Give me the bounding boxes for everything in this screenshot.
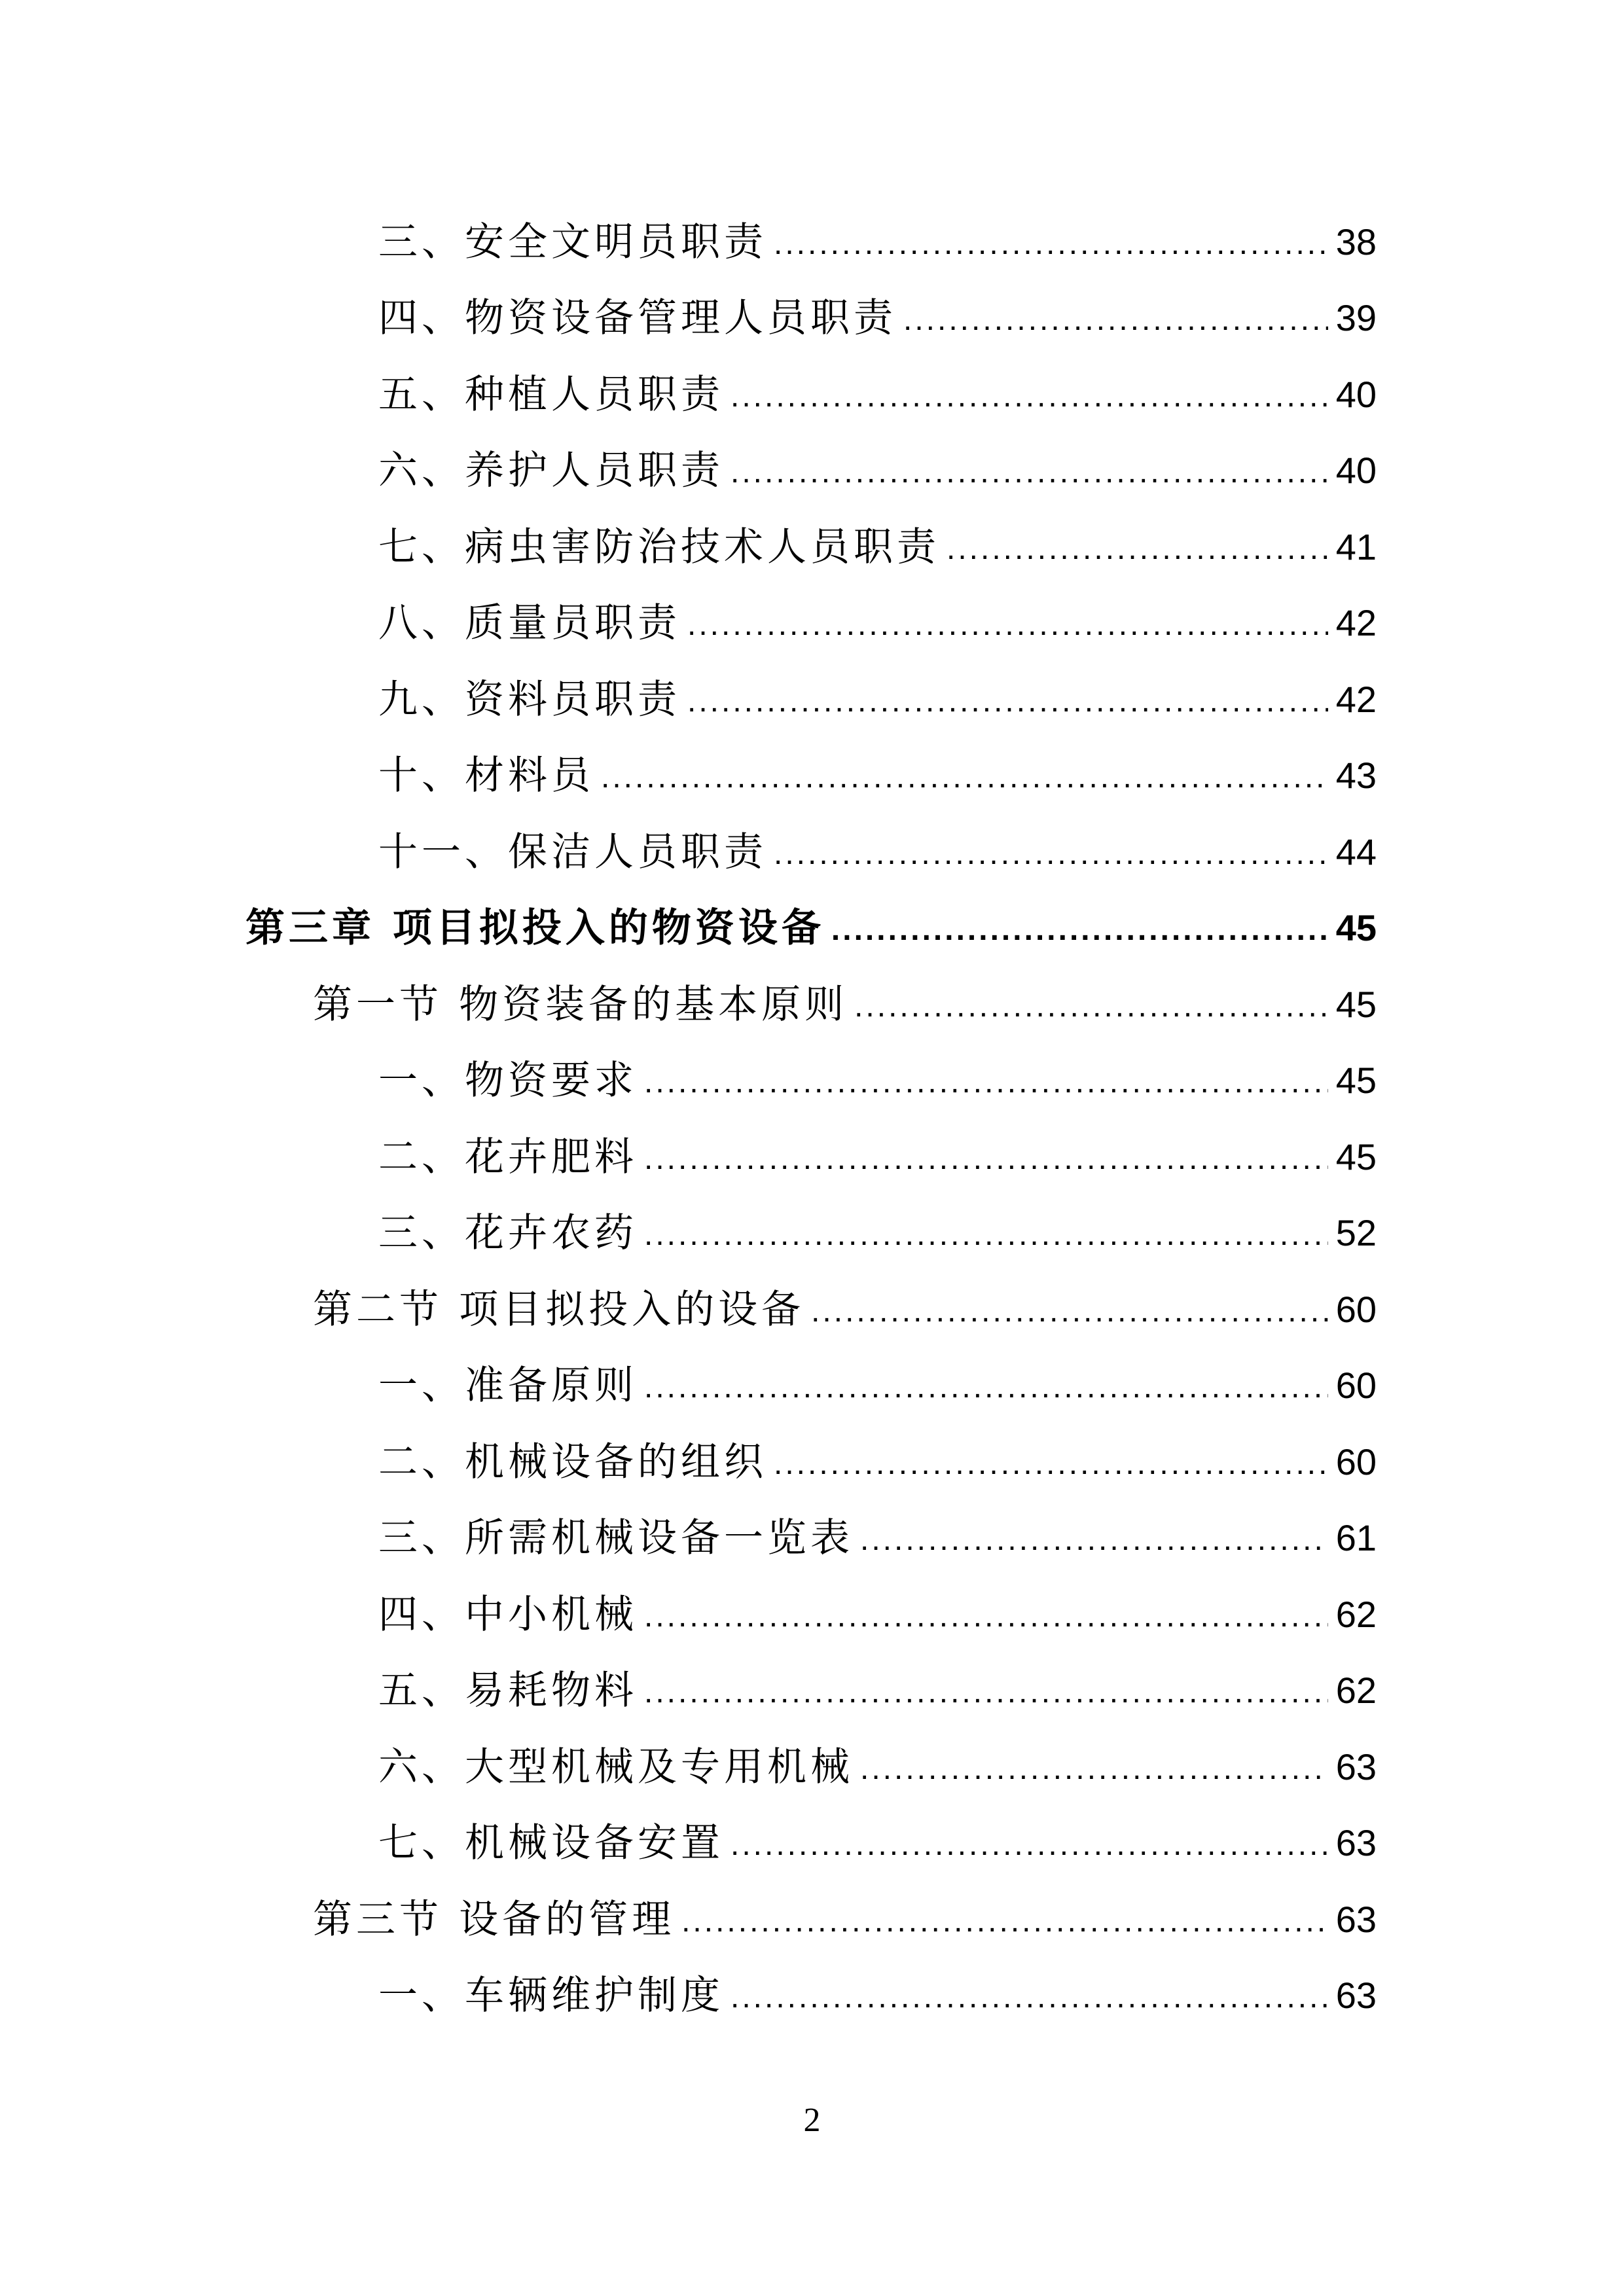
dot-leader <box>601 750 1328 805</box>
toc-entry[interactable] <box>378 441 1377 500</box>
toc-entry-page: 40 <box>1335 374 1377 415</box>
toc-entry-title: 五、种植人员职责 <box>378 372 724 418</box>
toc-entry-page: 63 <box>1335 1899 1377 1940</box>
toc-entry-title: 二、花卉肥料 <box>378 1134 638 1180</box>
toc-entry[interactable] <box>378 1738 1377 1797</box>
toc-entry-title: 一、物资要求 <box>378 1058 638 1103</box>
toc-entry-title: 第三章 项目拟投入的物资设备 <box>245 905 825 951</box>
toc-entry-title: 四、物资设备管理人员职责 <box>378 295 897 341</box>
dot-leader <box>774 827 1328 882</box>
toc-entry-title: 十、材料员 <box>378 753 594 798</box>
toc-entry-page: 60 <box>1335 1289 1377 1330</box>
toc-entry-title: 一、车辆维护制度 <box>378 1973 724 2018</box>
dot-leader <box>687 598 1328 653</box>
toc-entry-page: 42 <box>1335 679 1377 720</box>
toc-entry-title: 第一节 物资装备的基本原则 <box>313 982 848 1028</box>
toc-entry-page: 45 <box>1335 1060 1377 1101</box>
dot-leader <box>687 674 1328 729</box>
toc-entry-title: 七、病虫害防治技术人员职责 <box>378 524 940 570</box>
toc-entry[interactable] <box>378 1204 1377 1263</box>
page-number: 2 <box>803 2102 821 2139</box>
dot-leader <box>854 979 1328 1034</box>
dot-leader <box>860 1513 1328 1568</box>
toc-entry-title: 六、养护人员职责 <box>378 448 724 493</box>
dot-leader <box>947 522 1328 577</box>
toc-entry-page: 43 <box>1335 755 1377 796</box>
toc-entry-section[interactable] <box>313 1280 1377 1339</box>
toc-entry-page: 45 <box>1335 1136 1377 1177</box>
toc-entry-page: 60 <box>1335 1441 1377 1482</box>
toc-entry[interactable] <box>378 670 1377 729</box>
toc-entry-page: 39 <box>1335 297 1377 338</box>
toc-entry-page: 60 <box>1335 1365 1377 1406</box>
toc-entry-title: 九、资料员职责 <box>378 677 681 723</box>
toc-entry-section[interactable] <box>313 975 1377 1034</box>
dot-leader <box>731 1818 1328 1873</box>
dot-leader <box>644 1360 1328 1415</box>
toc-entry-title: 五、易耗物料 <box>378 1668 638 1713</box>
toc-entry-page: 45 <box>1335 907 1377 948</box>
dot-leader <box>644 1665 1328 1720</box>
toc-entry[interactable] <box>378 1356 1377 1415</box>
toc-entry-page: 63 <box>1335 1822 1377 1863</box>
dot-leader <box>860 1742 1328 1797</box>
dot-leader <box>774 1437 1328 1492</box>
toc-entry-page: 61 <box>1335 1517 1377 1558</box>
toc-entry-page: 44 <box>1335 831 1377 872</box>
toc-entry[interactable] <box>378 594 1377 653</box>
toc-entry[interactable] <box>378 1814 1377 1873</box>
toc-entry-title: 十一、保洁人员职责 <box>378 829 767 875</box>
toc-entry-title: 第三节 设备的管理 <box>313 1897 676 1943</box>
toc-entry[interactable] <box>378 289 1377 348</box>
dot-leader <box>644 1208 1328 1263</box>
toc-entry-title: 七、机械设备安置 <box>378 1820 724 1866</box>
toc-entry-title: 六、大型机械及专用机械 <box>378 1744 854 1790</box>
toc-entry-section[interactable] <box>313 1890 1377 1949</box>
toc-entry-title: 三、安全文明员职责 <box>378 219 767 265</box>
toc-entry-page: 52 <box>1335 1212 1377 1253</box>
dot-leader <box>644 1132 1328 1187</box>
toc-entry[interactable] <box>378 1433 1377 1492</box>
toc-entry-page: 63 <box>1335 1746 1377 1787</box>
toc-entry[interactable] <box>378 1585 1377 1644</box>
toc-entry-title: 八、质量员职责 <box>378 600 681 646</box>
toc-entry-title: 三、所需机械设备一览表 <box>378 1515 854 1561</box>
toc-entry-title: 三、花卉农药 <box>378 1210 638 1256</box>
toc-entry[interactable] <box>378 746 1377 805</box>
toc-entry-title: 第二节 项目拟投入的设备 <box>313 1287 805 1333</box>
dot-leader <box>731 1970 1328 2025</box>
toc-entry[interactable] <box>378 1509 1377 1568</box>
toc-entry-page: 63 <box>1335 1975 1377 2016</box>
toc-entry-page: 40 <box>1335 450 1377 491</box>
toc-entry[interactable] <box>378 213 1377 272</box>
toc-entry[interactable] <box>378 1051 1377 1110</box>
dot-leader <box>903 293 1328 348</box>
toc-entry[interactable] <box>378 1128 1377 1187</box>
dot-leader <box>644 1055 1328 1110</box>
toc-entry-title: 一、准备原则 <box>378 1363 638 1408</box>
dot-leader <box>731 369 1328 424</box>
toc-entry-chapter[interactable] <box>245 899 1377 958</box>
toc-entry[interactable] <box>378 518 1377 577</box>
toc-entry-title: 二、机械设备的组织 <box>378 1439 767 1485</box>
toc-entry-page: 62 <box>1335 1670 1377 1711</box>
toc-entry-page: 41 <box>1335 526 1377 567</box>
toc-entry-page: 38 <box>1335 221 1377 262</box>
toc-entry[interactable] <box>378 1661 1377 1720</box>
dot-leader <box>644 1589 1328 1644</box>
dot-leader <box>811 1284 1328 1339</box>
dot-leader <box>731 445 1328 500</box>
toc-entry-title: 四、中小机械 <box>378 1592 638 1638</box>
dot-leader <box>774 217 1328 272</box>
toc-entry-page: 62 <box>1335 1594 1377 1635</box>
dot-leader <box>831 903 1328 958</box>
toc-entry-page: 45 <box>1335 984 1377 1025</box>
dot-leader <box>681 1894 1328 1949</box>
toc-entry[interactable] <box>378 365 1377 424</box>
toc-entry-page: 42 <box>1335 602 1377 643</box>
toc-entry[interactable] <box>378 1966 1377 2025</box>
toc-entry[interactable] <box>378 823 1377 882</box>
